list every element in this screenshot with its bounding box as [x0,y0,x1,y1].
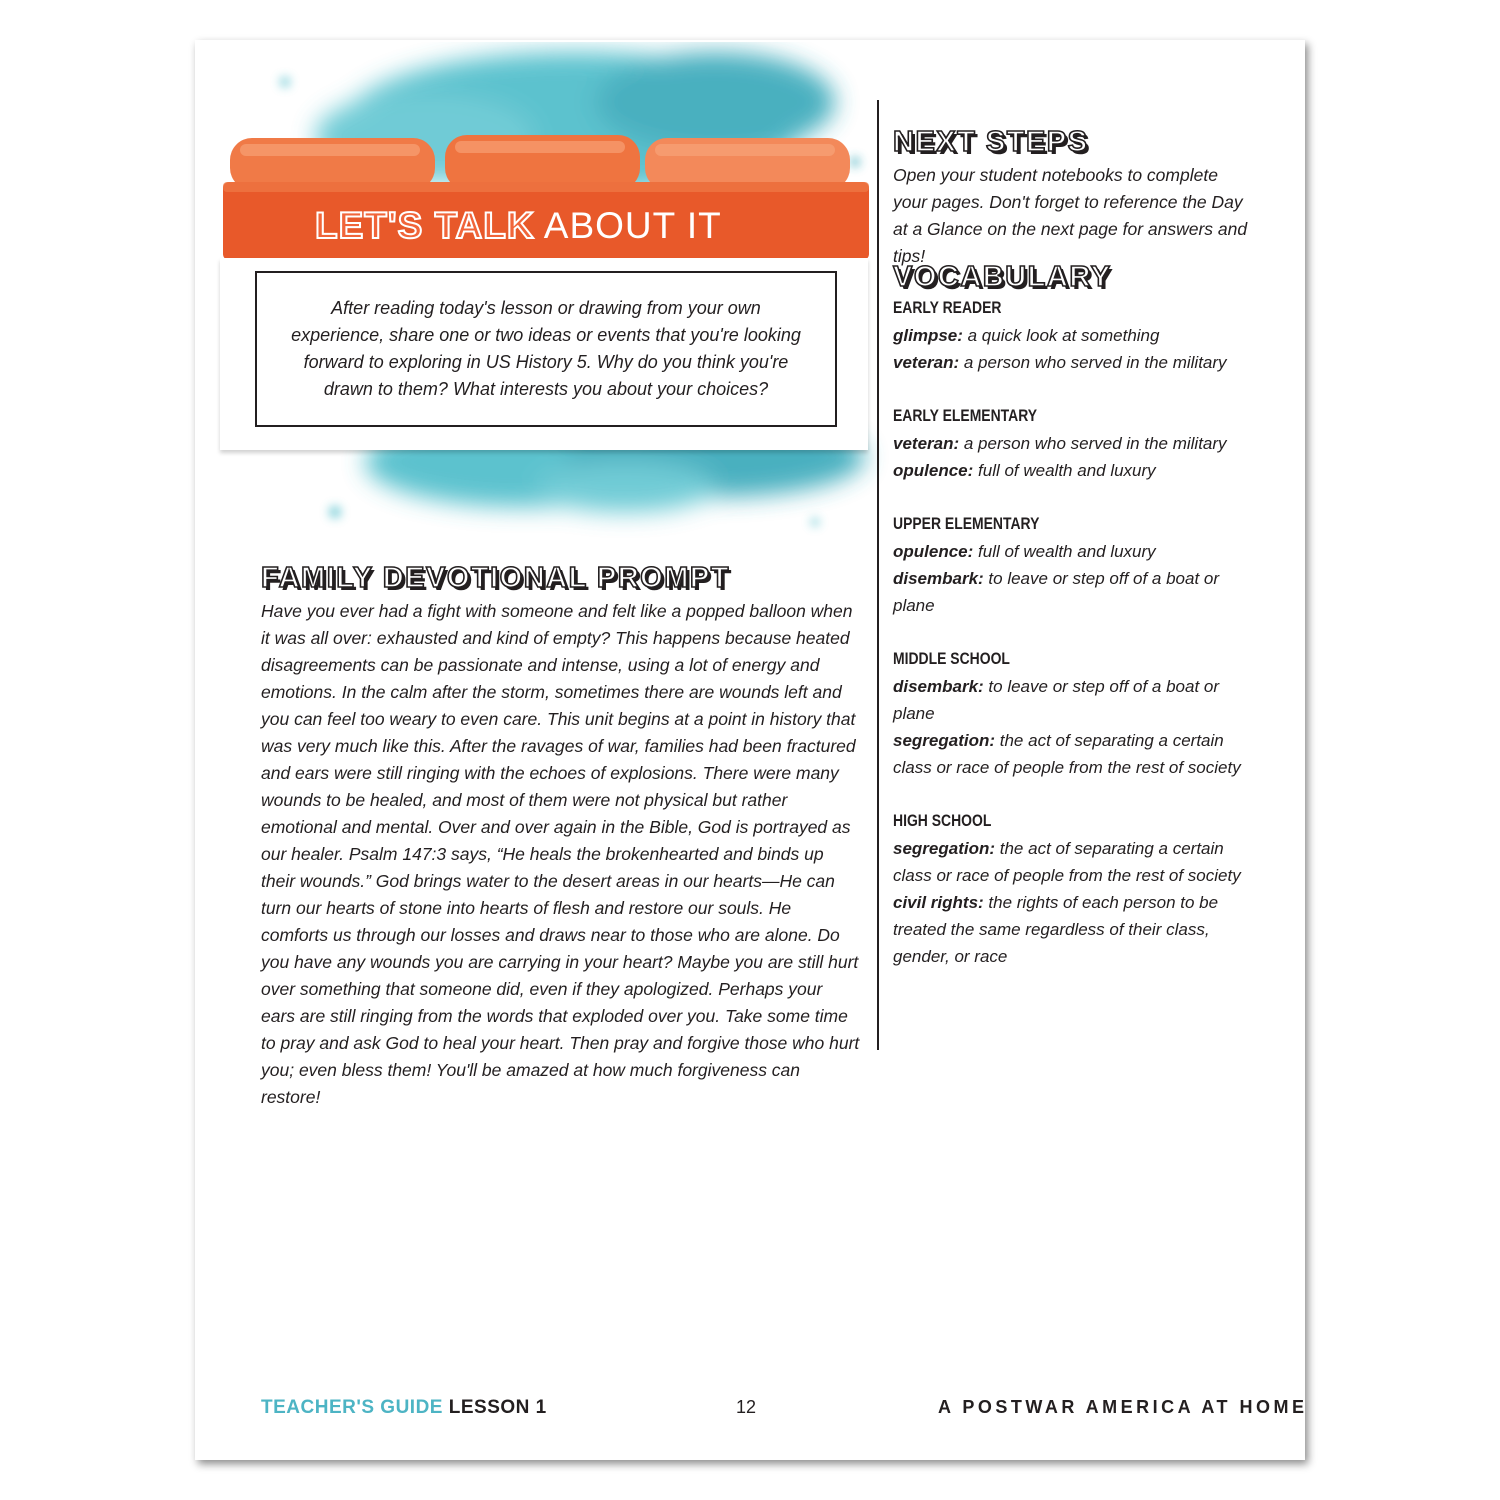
vocab-term [893,565,1253,619]
vocab-term [893,538,1253,565]
devotional-heading: FAMILY DEVOTIONAL PROMPT [261,562,730,594]
next-steps-heading: NEXT STEPS [893,126,1089,158]
vocab-level-high-school [893,809,1253,970]
vocab-level-early-reader [893,296,1253,376]
devotional-body: Have you ever had a fight with someone and felt like a popped balloon when it was all over: exhausted and kind of empty? This happens because heated disagreements can be passionate and intense, using a lot of energy and emotions. In the calm after the storm, sometimes there are wounds left and you can feel too weary to even care. This unit begins at a point in history that was very much like this. After the ravages of war, families had been fractured and ears were still ringing with the echoes of explosions. There were many wounds to be healed, and most of them were not physical but rather emotional and mental. Over and over again in the Bible, God is portrayed as our healer. Psalm 147:3 says, “He heals the brokenhearted and binds up their wounds.” God brings water to the desert areas in our hearts—He can turn our hearts of stone into hearts of flesh and restore our souls. He comforts us through our losses and draws near to those who are alone. Do you have any wounds you are carrying in your heart? Maybe you are still hurt over something that someone did, even if they apologized. Perhaps your ears are still ringing from the words that exploded over you. Take some time to pray and ask God to heal your heart. Then pray and forgive those who hurt you; even bless them! You'll be amazed at how much forgiveness can restore! [261,601,860,1107]
lets-talk-title [315,205,722,247]
vocab-definition: full of wealth and luxury [973,461,1156,480]
vocab-definition: the act of separating a certain class or race of people from the rest of society [893,731,1241,777]
vocab-term [893,322,1253,349]
vocab-level-label: UPPER ELEMENTARY [893,514,1040,533]
vocab-definition: a person who served in the military [959,353,1227,372]
next-steps-body: Open your student notebooks to complete your pages. Don't forget to reference the Day at a Glance on the next page for answers and tips! [893,165,1248,266]
page-number: 12 [736,1397,757,1417]
lets-talk-title-light: ABOUT IT [543,205,722,246]
vocab-definition: full of wealth and luxury [973,542,1156,561]
vocab-level-label: HIGH SCHOOL [893,811,992,830]
vocab-level-label: EARLY READER [893,298,1002,317]
vocab-word: civil rights: [893,893,984,912]
footer-lesson: LESSON 1 [448,1397,547,1418]
lets-talk-title-strong: LET'S TALK [315,205,535,246]
footer-teachers-guide: TEACHER'S GUIDE [261,1397,443,1418]
vocab-definition: to leave or step off of a boat or plane [893,677,1220,723]
vocab-level-upper-elementary [893,512,1253,619]
vocab-term [893,457,1253,484]
vocab-word: opulence: [893,461,974,480]
vocab-definition: to leave or step off of a boat or plane [893,569,1220,615]
footer-guide-label [261,1397,547,1419]
lets-talk-prompt: After reading today's lesson or drawing from your own experience, share one or two ideas or events that you're looking forward to exploring in US History 5. Why do you think you're drawn to them? What interests you about your choices? [255,271,837,427]
vocab-term [893,835,1253,889]
vocab-word: veteran: [893,434,960,453]
vocab-definition: the act of separating a certain class or race of people from the rest of society [893,839,1241,885]
column-divider [877,100,879,1050]
vocab-word: opulence: [893,542,974,561]
vocab-definition: the rights of each person to be treated the same regardless of their class, gender, or race [893,893,1219,966]
vocab-level-label: EARLY ELEMENTARY [893,406,1038,425]
vocab-level-middle-school [893,647,1253,781]
vocab-word: segregation: [893,731,996,750]
vocab-term [893,889,1253,970]
vocab-term [893,349,1253,376]
vocab-word: veteran: [893,353,960,372]
vocab-level-early-elementary [893,404,1253,484]
vocab-level-label: MIDDLE SCHOOL [893,649,1010,668]
vocab-definition: a quick look at something [962,326,1160,345]
vocab-word: disembark: [893,677,984,696]
vocab-definition: a person who served in the military [959,434,1227,453]
vocabulary-heading: VOCABULARY [893,261,1112,293]
footer-unit-title: A POSTWAR AMERICA AT HOME [938,1397,1308,1417]
vocab-word: glimpse: [893,326,963,345]
vocab-term [893,727,1253,781]
vocab-word: segregation: [893,839,996,858]
vocab-term [893,430,1253,457]
vocab-term [893,673,1253,727]
vocab-word: disembark: [893,569,984,588]
